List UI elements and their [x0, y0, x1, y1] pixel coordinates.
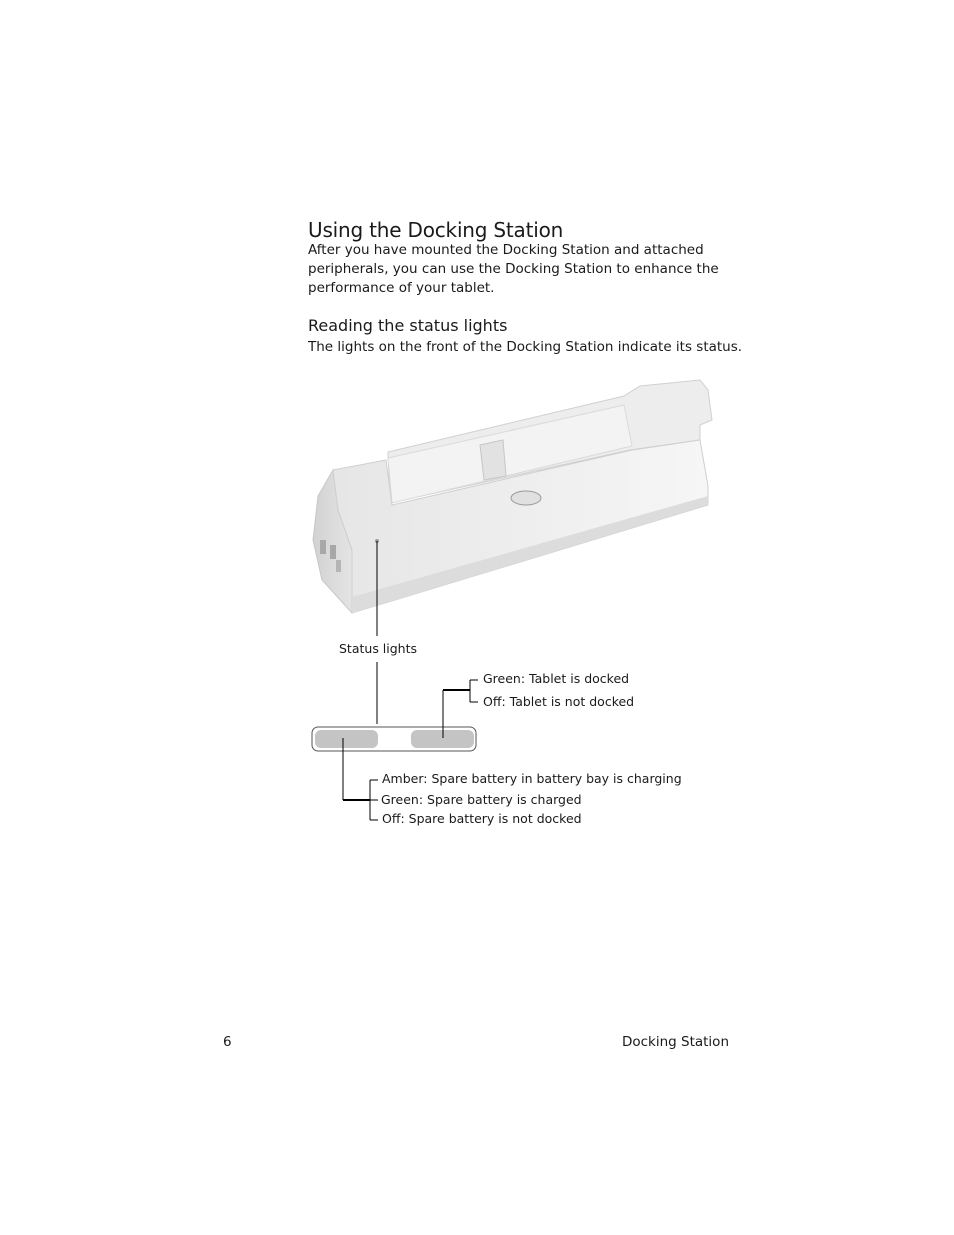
battery-light-off-label: Off: Spare battery is not docked — [382, 811, 582, 826]
battery-status-light — [315, 730, 378, 748]
tablet-light-green-label: Green: Tablet is docked — [483, 671, 630, 686]
subsection-text: The lights on the front of the Docking Station indicate its status. — [308, 339, 743, 355]
battery-light-green-label: Green: Spare battery is charged — [381, 792, 582, 807]
subsection-title: Reading the status lights — [308, 316, 508, 335]
section-title: Using the Docking Station — [308, 218, 564, 242]
intro-paragraph: After you have mounted the Docking Station and attached peripherals, you can use the Docking Station to enhance the performance of your tablet. — [308, 242, 719, 296]
tablet-light-off-label: Off: Tablet is not docked — [483, 694, 635, 709]
page-number: 6 — [223, 1034, 232, 1050]
running-footer-title: Docking Station — [621, 1034, 729, 1050]
docking-station-image — [313, 380, 712, 613]
status-lights-label: Status lights — [339, 641, 418, 656]
battery-light-amber-label: Amber: Spare battery in battery bay is charging — [382, 771, 682, 786]
status-light-panel — [312, 727, 476, 751]
